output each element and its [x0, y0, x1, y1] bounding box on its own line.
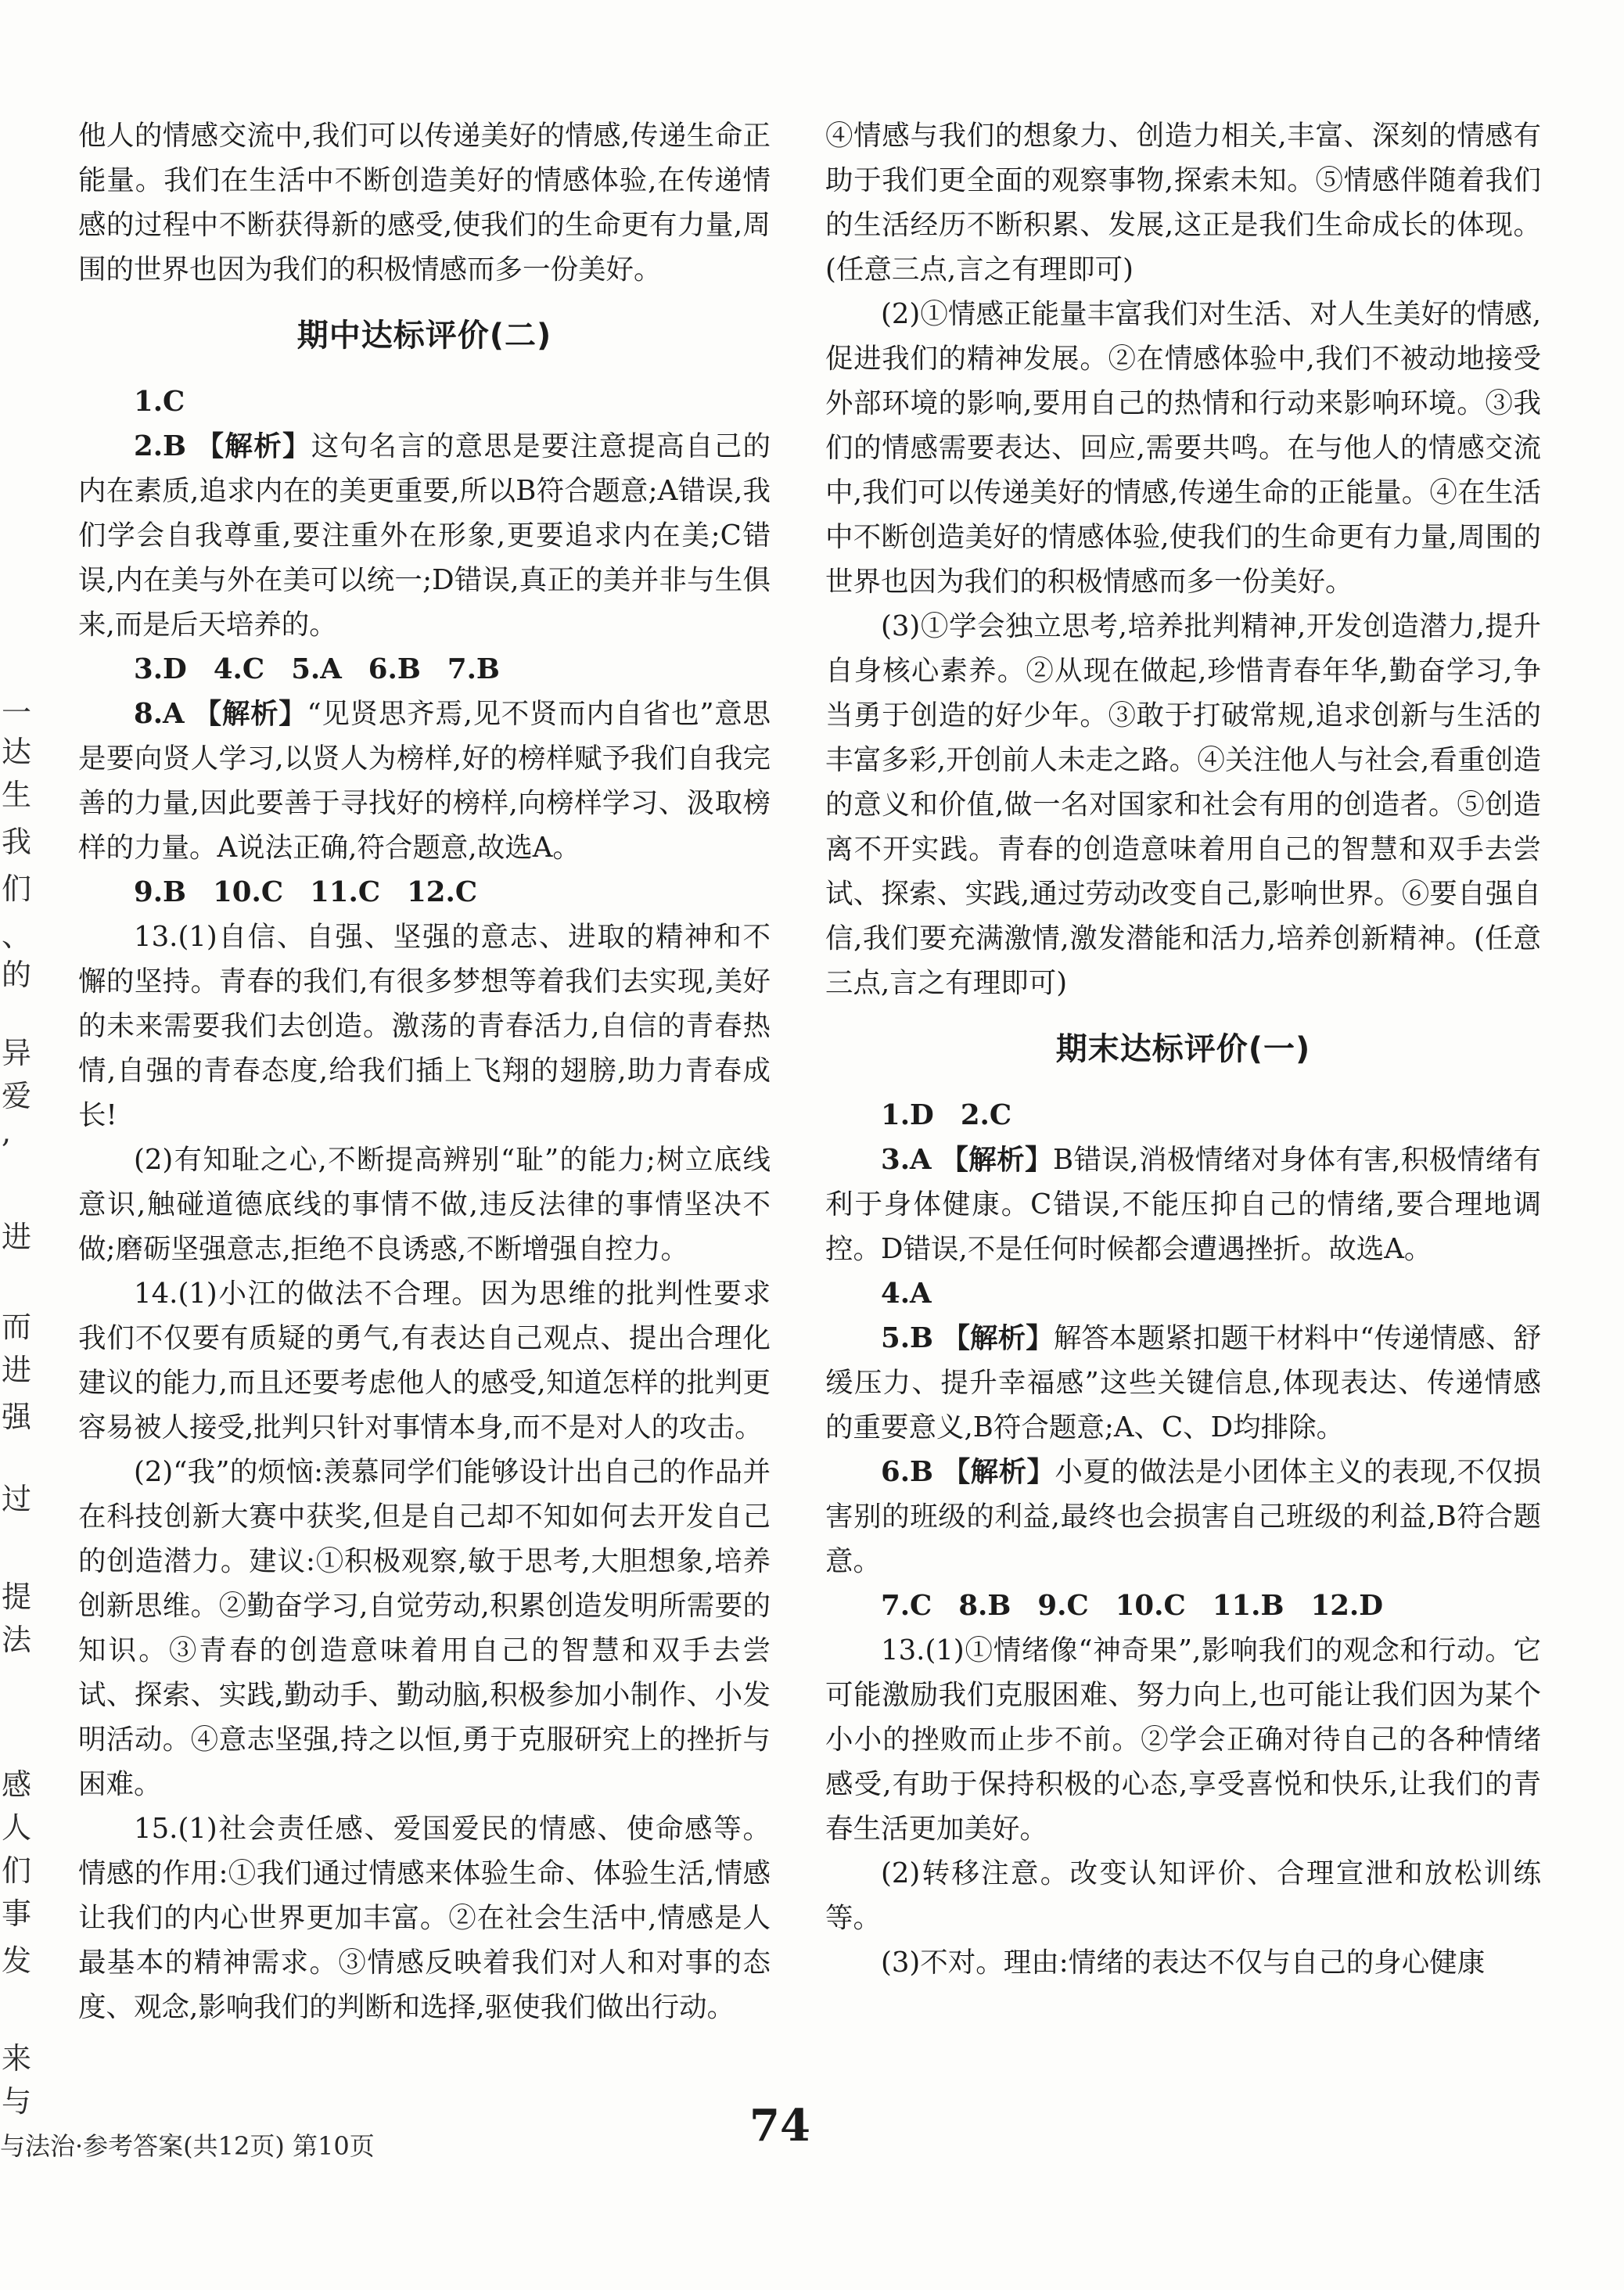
answer-9: 9.B	[134, 876, 187, 908]
margin-char: 的	[2, 958, 32, 992]
analysis-tag: 【解析】	[196, 430, 311, 462]
answer-10: 10.C	[213, 876, 284, 908]
answer-15-part-2: (2)①情感正能量丰富我们对生活、对人生美好的情感,促进我们的精神发展。②在情感体验中,我们不被动地接受外部环境的影响,要用自己的热情和行动来影响环境。③我们的情感需要表达、回应,需要共鸣。在与他人的情感交流中,我们可以传递美好的情感,传递生命的正能量。④在生活中不断创造美好的情感体验,使我们的生命更有力量,周围的世界也因为我们的积极情感而多一份美好。	[825, 298, 1541, 598]
answer-5-text: 解答本题紧扣题干材料中“传递情感、舒缓压力、提升幸福感”这些关键信息,体现表达、传递情感的重要意义,B符合题意;A、C、D均排除。	[825, 1322, 1541, 1443]
answer-13-part-2: (2)有知耻之心,不断提高辨别“耻”的能力;树立底线意识,触碰道德底线的事情不做,违反法律的事情坚决不做;磨砺坚强意志,拒绝不良诱惑,不断增强自控力。	[78, 1144, 771, 1265]
answer-13-part-1: 13.(1)①情绪像“神奇果”,影响我们的观念和行动。它可能激励我们克服困难、努力向上,也可能让我们因为某个小小的挫败而止步不前。②学会正确对待自己的各种情绪感受,有助于保持积极的心态,享受喜悦和快乐,让我们的青春生活更加美好。	[825, 1634, 1541, 1845]
answer-3-text: B错误,消极情绪对身体有害,积极情绪有利于身体健康。C错误,不能压抑自己的情绪,要合理地调控。D错误,不是任何时候都会遭遇挫折。故选A。	[825, 1144, 1541, 1265]
section-title-midterm-2: 期中达标评价(二)	[296, 318, 552, 354]
intro-paragraph: 他人的情感交流中,我们可以传递美好的情感,传递生命正能量。我们在生活中不断创造美好的情感体验,在传递情感的过程中不断获得新的感受,使我们的生命更有力量,周围的世界也因为我们的积极情感而多一份美好。	[78, 120, 771, 286]
answer-5-number: 5.B	[881, 1322, 934, 1354]
margin-char: 进	[2, 1353, 32, 1387]
answer-7: 7.C	[881, 1590, 932, 1622]
answer-4: 4.C	[213, 653, 265, 685]
margin-char: 异	[2, 1036, 32, 1070]
analysis-tag: 【解析】	[942, 1456, 1055, 1488]
answer-8	[78, 692, 771, 870]
analysis-tag: 【解析】	[940, 1144, 1053, 1176]
answer-5	[825, 1316, 1541, 1450]
answer-2	[78, 424, 771, 647]
margin-char: 生	[2, 778, 32, 812]
margin-char: 们	[2, 1853, 32, 1888]
margin-char: 提	[2, 1580, 32, 1614]
analysis-tag: 【解析】	[942, 1322, 1054, 1354]
answer-15-part-1-continued: ④情感与我们的想象力、创造力相关,丰富、深刻的情感有助于我们更全面的观察事物,探索未知。⑤情感伴随着我们的生活经历不断积累、发展,这正是我们生命成长的体现。(任意三点,言之有理即可)	[825, 120, 1541, 286]
analysis-tag: 【解析】	[193, 698, 307, 730]
answer-15-part-3: (3)①学会独立思考,培养批判精神,开发创造潜力,提升自身核心素养。②从现在做起,珍惜青春年华,勤奋学习,争当勇于创造的好少年。③敢于打破常规,追求创新与生活的丰富多彩,开创前人未走之路。④关注他人与社会,看重创造的意义和价值,做一名对国家和社会有用的创造者。⑤创造离不开实践。青春的创造意味着用自己的智慧和双手去尝试、探索、实践,通过劳动改变自己,影响世界。⑥要自强自信,我们要充满激情,激发潜能和活力,培养创新精神。(任意三点,言之有理即可)	[825, 610, 1541, 999]
margin-char: 事	[2, 1896, 32, 1931]
margin-char: 进	[2, 1220, 32, 1254]
answer-6-text: 小夏的做法是小团体主义的表现,不仅损害别的班级的利益,最终也会损害自己班级的利益,B符合题意。	[825, 1456, 1541, 1577]
answer-13-part-3: (3)不对。理由:情绪的表达不仅与自己的身心健康	[881, 1947, 1486, 1979]
answer-12: 12.C	[407, 876, 478, 908]
answer-1: 1.D	[881, 1099, 934, 1131]
answer-7: 7.B	[447, 653, 500, 685]
answer-3: 3.D	[134, 653, 187, 685]
answer-5: 5.A	[291, 653, 342, 685]
answer-1: 1.C	[134, 386, 185, 418]
answers-7-12	[825, 1584, 1541, 1628]
page-number: 74	[749, 2100, 810, 2152]
margin-char: 与	[2, 2084, 32, 2119]
answer-14-part-1: 14.(1)小江的做法不合理。因为思维的批判性要求我们不仅要有质疑的勇气,有表达自己观点、提出合理化建议的能力,而且还要考虑他人的感受,知道怎样的批判更容易被人接受,批判只针对事情本身,而不是对人的攻击。	[78, 1278, 771, 1443]
answer-2-number: 2.B	[134, 430, 187, 462]
margin-char: 而	[2, 1310, 32, 1344]
margin-char: 发	[2, 1943, 32, 1978]
answer-8-text: “见贤思齐焉,见不贤而内自省也”意思是要向贤人学习,以贤人为榜样,好的榜样赋予我们自我完善的力量,因此要善于寻找好的榜样,向榜样学习、汲取榜样的力量。A说法正确,符合题意,故选A。	[78, 698, 771, 864]
margin-char: 我	[2, 825, 32, 859]
footer-running-text: 与法治·参考答案(共12页) 第10页	[0, 2131, 375, 2161]
answer-3-number: 3.A	[881, 1144, 932, 1176]
answer-2-text: 这句名言的意思是要注意提高自己的内在素质,追求内在的美更重要,所以B符合题意;A错误,我们学会自我尊重,要注重外在形象,更要追求内在美;C错误,内在美与外在美可以统一;D错误,真正的美并非与生俱来,而是后天培养的。	[78, 430, 771, 641]
margin-char: 法	[2, 1623, 32, 1657]
answer-3	[825, 1138, 1541, 1271]
answer-2: 2.C	[960, 1099, 1012, 1131]
section-title-final-1: 期末达标评价(一)	[1055, 1031, 1311, 1067]
answers-1-2	[825, 1093, 1541, 1138]
answer-8: 8.B	[958, 1590, 1011, 1622]
answers-9-12	[78, 870, 771, 915]
margin-char: 一	[2, 696, 32, 730]
answer-12: 12.D	[1310, 1590, 1384, 1622]
answer-9: 9.C	[1037, 1590, 1089, 1622]
answer-15-part-1: 15.(1)社会责任感、爱国爱民的情感、使命感等。情感的作用:①我们通过情感来体验生命、体验生活,情感让我们的内心世界更加丰富。②在社会生活中,情感是人最基本的精神需求。③情感反映着我们对人和对事的态度、观念,影响我们的判断和选择,驱使我们做出行动。	[78, 1813, 771, 2023]
answer-13-part-2: (2)转移注意。改变认知评价、合理宣泄和放松训练等。	[825, 1857, 1541, 1934]
answer-4: 4.A	[881, 1278, 932, 1310]
margin-char: ,	[2, 1115, 12, 1149]
answer-13-part-1: 13.(1)自信、自强、坚强的意志、进取的精神和不懈的坚持。青春的我们,有很多梦想等着我们去实现,美好的未来需要我们去创造。激荡的青春活力,自信的青春热情,自强的青春态度,给我们插上飞翔的翅膀,助力青春成长!	[78, 921, 771, 1131]
margin-char: 强	[2, 1400, 32, 1434]
answer-11: 11.B	[1212, 1590, 1284, 1622]
margin-char: 过	[2, 1482, 32, 1516]
margin-char: 们	[2, 872, 32, 906]
answer-11: 11.C	[310, 876, 381, 908]
answer-6: 6.B	[368, 653, 421, 685]
answer-14-part-2: (2)“我”的烦恼:羡慕同学们能够设计出自己的作品并在科技创新大赛中获奖,但是自己却不知如何去开发自己的创造潜力。建议:①积极观察,敏于思考,大胆想象,培养创新思维。②勤奋学习,自觉劳动,积累创造发明所需要的知识。③青春的创造意味着用自己的智慧和双手去尝试、探索、实践,勤动手、勤动脑,积极参加小制作、小发明活动。④意志坚强,持之以恒,勇于克服研究上的挫折与困难。	[78, 1456, 771, 1800]
right-column	[825, 113, 1541, 1985]
margin-char: 、	[2, 919, 32, 953]
left-column	[78, 113, 771, 2029]
answers-3-7	[78, 647, 771, 692]
answer-8-number: 8.A	[134, 698, 185, 730]
margin-char: 爱	[2, 1079, 32, 1113]
left-margin-cutoff-text	[0, 595, 47, 2144]
answer-10: 10.C	[1115, 1590, 1186, 1622]
margin-char: 人	[2, 1810, 32, 1845]
answer-6-number: 6.B	[881, 1456, 934, 1488]
margin-char: 感	[2, 1767, 32, 1802]
answer-6	[825, 1450, 1541, 1584]
margin-char: 达	[2, 735, 32, 769]
margin-char: 来	[2, 2041, 32, 2076]
